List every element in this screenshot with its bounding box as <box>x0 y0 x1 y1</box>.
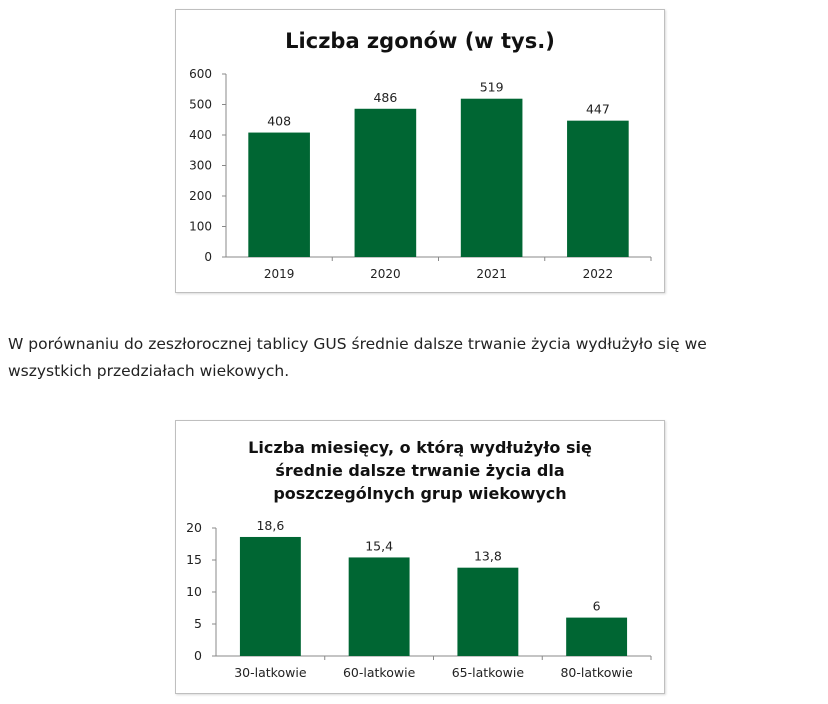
life-expectancy-chart-category-label-3: 80-latkowie <box>560 665 633 680</box>
deaths-chart-svg <box>176 10 664 292</box>
life-expectancy-chart-data-label-1: 15,4 <box>365 538 394 554</box>
deaths-chart-data-label-0: 408 <box>267 113 292 129</box>
deaths-chart-y-tick-label-3: 300 <box>189 158 212 173</box>
life-expectancy-chart-y-tick-label-2: 10 <box>186 584 202 599</box>
life-expectancy-chart-title-line-3: poszczególnych grup wiekowych <box>273 484 567 503</box>
life-expectancy-chart-data-label-2: 13,8 <box>473 548 502 564</box>
life-expectancy-chart-bar-3 <box>566 618 627 656</box>
life-expectancy-chart-category-label-2: 65-latkowie <box>451 665 525 680</box>
deaths-chart-data-label-2: 519 <box>479 79 504 95</box>
deaths-chart-category-label-0: 2019 <box>263 267 295 281</box>
life-expectancy-chart-category-label-1: 60-latkowie <box>342 665 416 680</box>
deaths-chart-category-label-2: 2021 <box>476 267 507 281</box>
paragraph-line-1: W porównaniu do zeszłorocznej tablicy GUS średnie dalsze trwanie życia wydłużyło się we <box>8 335 707 353</box>
deaths-chart-category-label-3: 2022 <box>582 267 614 281</box>
body-paragraph <box>8 331 808 385</box>
deaths-chart-y-tick-label-0: 0 <box>204 250 212 264</box>
life-expectancy-chart-y-tick-label-4: 20 <box>186 520 202 535</box>
life-expectancy-chart-title-line-1: Liczba miesięcy, o którą wydłużyło się <box>248 438 592 457</box>
life-expectancy-chart-svg <box>176 421 664 693</box>
deaths-chart-y-tick-label-4: 400 <box>189 128 212 142</box>
deaths-chart-y-tick-label-5: 500 <box>189 97 212 112</box>
deaths-chart-y-tick-label-1: 100 <box>189 219 212 234</box>
deaths-chart-bar-2 <box>461 99 523 257</box>
life-expectancy-chart-bar-1 <box>349 557 410 656</box>
deaths-chart-data-label-3: 447 <box>585 101 610 117</box>
life-expectancy-chart-y-tick-label-0: 0 <box>194 648 202 663</box>
paragraph-line-2: wszystkich przedziałach wiekowych. <box>8 362 290 380</box>
deaths-chart-bar-1 <box>355 109 417 257</box>
life-expectancy-chart-bar-0 <box>240 537 301 656</box>
life-expectancy-chart-data-label-0: 18,6 <box>256 517 285 533</box>
deaths-chart-y-tick-label-6: 600 <box>189 67 212 81</box>
life-expectancy-chart <box>175 420 665 694</box>
deaths-chart-data-label-1: 486 <box>373 89 398 105</box>
deaths-chart-bar-0 <box>248 133 310 257</box>
life-expectancy-chart-y-tick-label-1: 5 <box>194 616 202 631</box>
life-expectancy-chart-category-label-0: 30-latkowie <box>234 665 307 680</box>
deaths-chart-y-tick-label-2: 200 <box>189 189 212 203</box>
life-expectancy-chart-title-line-2: średnie dalsze trwanie życia dla <box>275 461 565 480</box>
life-expectancy-chart-data-label-3: 6 <box>592 598 601 614</box>
deaths-chart-bar-3 <box>567 121 629 257</box>
life-expectancy-chart-y-tick-label-3: 15 <box>186 552 202 567</box>
deaths-chart <box>175 9 665 293</box>
life-expectancy-chart-bar-2 <box>457 568 518 656</box>
deaths-chart-title-line-1: Liczba zgonów (w tys.) <box>285 29 555 53</box>
deaths-chart-category-label-1: 2020 <box>370 267 401 281</box>
